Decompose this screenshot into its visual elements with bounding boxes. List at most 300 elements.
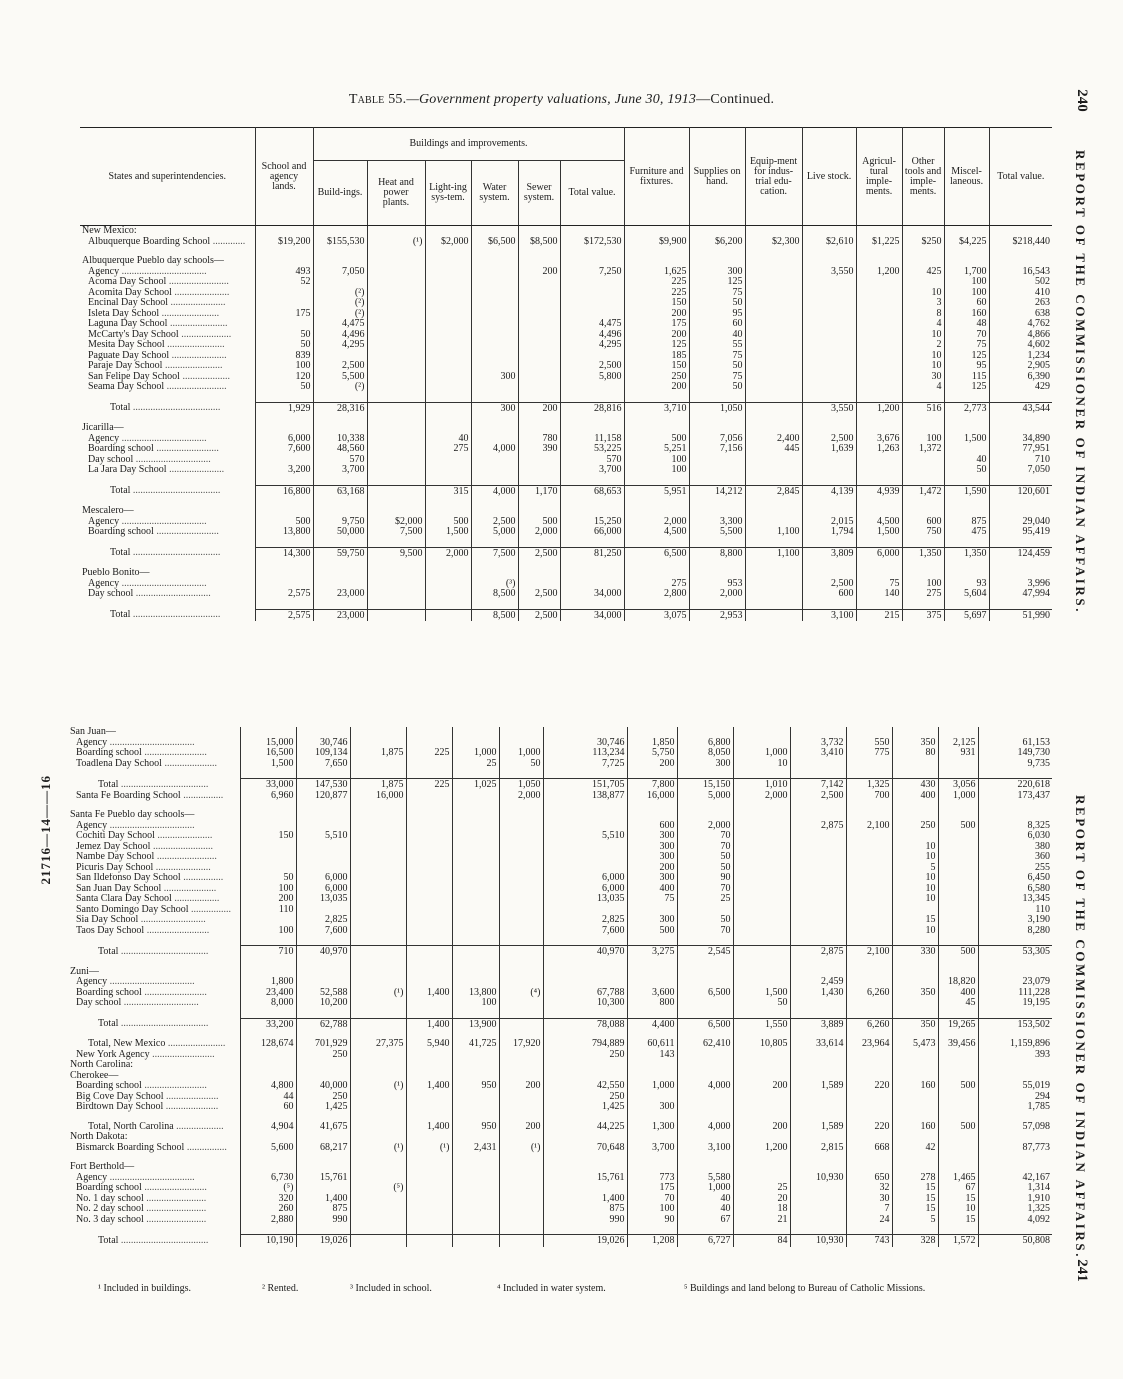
spacer-row bbox=[80, 476, 1052, 486]
value-cell: 250 bbox=[543, 1092, 627, 1103]
value-cell: 39,456 bbox=[938, 1039, 978, 1050]
value-cell bbox=[846, 1050, 892, 1061]
value-cell bbox=[425, 277, 471, 288]
value-cell bbox=[856, 330, 902, 341]
spacer-cell bbox=[902, 538, 944, 548]
value-cell bbox=[406, 738, 452, 749]
value-cell bbox=[790, 1050, 846, 1061]
spacer-cell bbox=[689, 476, 745, 486]
value-cell bbox=[518, 309, 560, 320]
value-cell bbox=[938, 1071, 978, 1082]
value-cell: 294 bbox=[978, 1092, 1052, 1103]
value-cell: 5,750 bbox=[627, 748, 677, 759]
spacer-cell bbox=[892, 1009, 938, 1019]
spacer-cell bbox=[627, 936, 677, 946]
value-cell bbox=[938, 863, 978, 874]
value-cell bbox=[350, 852, 406, 863]
dot-leader: ........................ bbox=[150, 841, 213, 852]
value-cell: 410 bbox=[989, 288, 1052, 299]
value-cell: 50 bbox=[733, 998, 790, 1009]
value-cell: 990 bbox=[296, 1215, 350, 1226]
spacer-cell bbox=[745, 247, 802, 256]
value-cell: 400 bbox=[627, 884, 677, 895]
value-cell: 57,098 bbox=[978, 1122, 1052, 1133]
value-cell: 1,000 bbox=[733, 748, 790, 759]
value-cell bbox=[733, 727, 790, 738]
value-cell bbox=[350, 967, 406, 978]
value-cell bbox=[425, 267, 471, 278]
header-states: States and superintendencies. bbox=[80, 128, 255, 226]
value-cell bbox=[745, 330, 802, 341]
value-cell bbox=[350, 810, 406, 821]
value-cell bbox=[802, 465, 856, 476]
dot-leader: ................................... bbox=[130, 485, 221, 496]
value-cell: 1,170 bbox=[518, 485, 560, 497]
value-cell: $8,500 bbox=[518, 237, 560, 248]
value-cell: 6,727 bbox=[677, 1235, 733, 1247]
spacer-cell bbox=[406, 1113, 452, 1122]
value-cell bbox=[856, 277, 902, 288]
row-label: Agency .................................. bbox=[76, 737, 195, 748]
value-cell bbox=[296, 810, 350, 821]
value-cell bbox=[367, 423, 425, 434]
value-cell bbox=[745, 309, 802, 320]
value-cell: 6,000 bbox=[296, 884, 350, 895]
value-cell: 3,100 bbox=[802, 609, 856, 621]
value-cell bbox=[802, 277, 856, 288]
spacer-row bbox=[68, 769, 1052, 779]
table-title-label: Table bbox=[348, 92, 385, 107]
value-cell: 390 bbox=[518, 444, 560, 455]
value-cell bbox=[892, 905, 938, 916]
value-cell bbox=[846, 810, 892, 821]
value-cell bbox=[627, 1071, 677, 1082]
value-cell: 953 bbox=[689, 579, 745, 590]
value-cell bbox=[471, 277, 518, 288]
value-cell bbox=[406, 1173, 452, 1184]
value-cell bbox=[255, 298, 313, 309]
value-cell bbox=[978, 727, 1052, 738]
spacer-cell bbox=[938, 1030, 978, 1039]
value-cell: 701,929 bbox=[296, 1039, 350, 1050]
spacer-cell bbox=[499, 1113, 543, 1122]
value-cell: 493 bbox=[255, 267, 313, 278]
value-cell: 40,970 bbox=[296, 946, 350, 958]
spacer-cell bbox=[892, 1153, 938, 1162]
value-cell bbox=[452, 1204, 499, 1215]
spacer-cell bbox=[624, 559, 689, 568]
table-row bbox=[68, 831, 1052, 842]
value-cell bbox=[733, 810, 790, 821]
value-cell bbox=[944, 226, 989, 237]
value-cell: 8,280 bbox=[978, 926, 1052, 937]
group-heading-row bbox=[80, 226, 1052, 237]
spacer-cell bbox=[627, 1153, 677, 1162]
row-label: San Ildefonso Day School ................ bbox=[76, 873, 224, 883]
value-cell: 19,026 bbox=[543, 1235, 627, 1247]
value-cell bbox=[296, 977, 350, 988]
value-cell bbox=[892, 810, 938, 821]
value-cell: 21 bbox=[733, 1215, 790, 1226]
value-cell bbox=[902, 455, 944, 466]
spacer-cell bbox=[425, 247, 471, 256]
table-row bbox=[80, 465, 1052, 476]
value-cell: 125 bbox=[624, 340, 689, 351]
value-cell: 1,500 bbox=[733, 988, 790, 999]
value-cell: 1,472 bbox=[902, 485, 944, 497]
value-cell: 4,139 bbox=[802, 485, 856, 497]
spacer-cell bbox=[255, 559, 313, 568]
value-cell bbox=[790, 1102, 846, 1113]
spacer-cell bbox=[406, 1225, 452, 1235]
value-cell bbox=[406, 915, 452, 926]
value-cell: 1,400 bbox=[406, 1081, 452, 1092]
row-label: Agency .................................. bbox=[88, 516, 207, 527]
dot-leader: ....................... bbox=[159, 308, 220, 319]
value-cell: 6,500 bbox=[677, 1018, 733, 1030]
value-cell: 350 bbox=[892, 988, 938, 999]
spacer-cell bbox=[68, 801, 240, 810]
spacer-cell bbox=[846, 1153, 892, 1162]
spacer-cell bbox=[518, 559, 560, 568]
value-cell: 4,295 bbox=[313, 340, 367, 351]
value-cell bbox=[518, 372, 560, 383]
value-cell: (¹) bbox=[350, 988, 406, 999]
value-cell bbox=[543, 863, 627, 874]
value-cell: 32 bbox=[846, 1183, 892, 1194]
spacer-cell bbox=[733, 1153, 790, 1162]
value-cell bbox=[627, 905, 677, 916]
value-cell: 225 bbox=[406, 748, 452, 759]
dot-leader: ................ bbox=[188, 904, 231, 915]
dot-leader: ........................ bbox=[164, 382, 227, 392]
value-cell bbox=[240, 1050, 296, 1061]
value-cell bbox=[452, 1092, 499, 1103]
value-cell bbox=[790, 759, 846, 770]
spacer-cell bbox=[802, 476, 856, 486]
row-label: No. 1 day school ........................ bbox=[76, 1193, 207, 1204]
total-row bbox=[80, 402, 1052, 414]
spacer-cell bbox=[624, 497, 689, 506]
spacer-cell bbox=[892, 1030, 938, 1039]
value-cell: 75 bbox=[689, 372, 745, 383]
value-cell bbox=[677, 905, 733, 916]
value-cell: 143 bbox=[627, 1050, 677, 1061]
row-label: Laguna Day School ....................... bbox=[88, 319, 228, 329]
value-cell: 100 bbox=[944, 288, 989, 299]
value-cell bbox=[938, 894, 978, 905]
value-cell bbox=[406, 759, 452, 770]
value-cell bbox=[790, 1183, 846, 1194]
value-cell: 5,600 bbox=[240, 1143, 296, 1154]
spacer-cell bbox=[452, 1030, 499, 1039]
value-cell: 5,697 bbox=[944, 609, 989, 621]
spacer-cell bbox=[425, 414, 471, 423]
value-cell: 250 bbox=[624, 372, 689, 383]
value-cell bbox=[471, 340, 518, 351]
value-cell bbox=[846, 842, 892, 853]
value-cell bbox=[733, 738, 790, 749]
value-cell: 18,820 bbox=[938, 977, 978, 988]
spacer-cell bbox=[938, 958, 978, 967]
value-cell bbox=[856, 226, 902, 237]
table-row bbox=[80, 372, 1052, 383]
spacer-cell bbox=[989, 393, 1052, 403]
spacer-cell bbox=[938, 1009, 978, 1019]
value-cell bbox=[350, 894, 406, 905]
value-cell bbox=[425, 579, 471, 590]
table-row bbox=[68, 884, 1052, 895]
spacer-cell bbox=[80, 538, 255, 548]
value-cell bbox=[543, 977, 627, 988]
value-cell: 2,875 bbox=[790, 946, 846, 958]
value-cell: 125 bbox=[944, 351, 989, 362]
value-cell: 8,500 bbox=[471, 609, 518, 621]
value-cell: 250 bbox=[296, 1050, 350, 1061]
value-cell bbox=[733, 863, 790, 874]
row-label: La Jara Day School ...................... bbox=[88, 465, 225, 475]
spacer-cell bbox=[938, 1153, 978, 1162]
value-cell bbox=[499, 1194, 543, 1205]
value-cell bbox=[367, 226, 425, 237]
value-cell bbox=[471, 256, 518, 267]
spacer-cell bbox=[68, 1153, 240, 1162]
spacer-cell bbox=[902, 414, 944, 423]
value-cell bbox=[350, 1132, 406, 1143]
value-cell: 1,700 bbox=[944, 267, 989, 278]
value-cell: 2,500 bbox=[313, 361, 367, 372]
value-cell: 45 bbox=[938, 998, 978, 1009]
spacer-cell bbox=[978, 769, 1052, 779]
page-number-top: 240 bbox=[1073, 89, 1090, 112]
value-cell: 4,762 bbox=[989, 319, 1052, 330]
value-cell: 570 bbox=[560, 455, 624, 466]
value-cell: 50 bbox=[689, 298, 745, 309]
table-row bbox=[68, 1215, 1052, 1226]
value-cell bbox=[733, 842, 790, 853]
dot-leader: ........................ bbox=[143, 1204, 207, 1214]
spacer-cell bbox=[518, 247, 560, 256]
spacer-cell bbox=[677, 769, 733, 779]
value-cell bbox=[790, 1194, 846, 1205]
value-cell: 4,500 bbox=[856, 517, 902, 528]
dot-leader: ................................... bbox=[130, 402, 221, 413]
dot-leader: .......................... bbox=[138, 915, 206, 925]
row-label: Agency .................................. bbox=[88, 266, 207, 277]
value-cell: 3,809 bbox=[802, 547, 856, 559]
value-cell: 16,500 bbox=[240, 748, 296, 759]
spacer-cell bbox=[452, 801, 499, 810]
value-cell bbox=[560, 256, 624, 267]
table-row bbox=[80, 288, 1052, 299]
value-cell bbox=[938, 926, 978, 937]
total-row bbox=[68, 946, 1052, 958]
value-cell: 3,300 bbox=[689, 517, 745, 528]
value-cell bbox=[846, 884, 892, 895]
value-cell bbox=[452, 1071, 499, 1082]
value-cell: 2,953 bbox=[689, 609, 745, 621]
spacer-row bbox=[80, 247, 1052, 256]
total-row bbox=[80, 547, 1052, 559]
spacer-cell bbox=[856, 393, 902, 403]
row-label: Agency .................................. bbox=[76, 820, 195, 831]
value-cell bbox=[452, 1173, 499, 1184]
value-cell bbox=[518, 423, 560, 434]
row-label: Total ................................... bbox=[110, 547, 221, 558]
value-cell: 5,951 bbox=[624, 485, 689, 497]
dot-leader: ......................... bbox=[141, 748, 207, 758]
row-label: Santo Domingo Day School ................ bbox=[76, 904, 231, 915]
value-cell bbox=[406, 821, 452, 832]
spacer-cell bbox=[802, 414, 856, 423]
value-cell bbox=[802, 330, 856, 341]
value-cell bbox=[802, 226, 856, 237]
dot-leader: ...................... bbox=[169, 350, 227, 361]
value-cell: 1,159,896 bbox=[978, 1039, 1052, 1050]
value-cell: (¹) bbox=[350, 1081, 406, 1092]
value-cell bbox=[452, 1162, 499, 1173]
spacer-cell bbox=[255, 497, 313, 506]
value-cell bbox=[902, 465, 944, 476]
value-cell: 1,000 bbox=[677, 1183, 733, 1194]
value-cell: 100 bbox=[240, 926, 296, 937]
value-cell bbox=[296, 852, 350, 863]
spacer-cell bbox=[406, 936, 452, 946]
spacer-cell bbox=[499, 1030, 543, 1039]
value-cell: 10 bbox=[892, 842, 938, 853]
value-cell: (⁵) bbox=[350, 1183, 406, 1194]
spacer-cell bbox=[627, 1009, 677, 1019]
value-cell bbox=[350, 915, 406, 926]
value-cell: 5 bbox=[892, 1215, 938, 1226]
value-cell: 5,473 bbox=[892, 1039, 938, 1050]
value-cell: 4,500 bbox=[624, 527, 689, 538]
spacer-cell bbox=[313, 247, 367, 256]
header-buildings-group: Buildings and improvements. bbox=[313, 128, 624, 161]
value-cell bbox=[350, 1092, 406, 1103]
value-cell bbox=[406, 946, 452, 958]
value-cell: 3,100 bbox=[677, 1143, 733, 1154]
value-cell bbox=[733, 967, 790, 978]
value-cell bbox=[296, 863, 350, 874]
value-cell bbox=[406, 1162, 452, 1173]
value-cell bbox=[350, 1071, 406, 1082]
value-cell: 100 bbox=[944, 277, 989, 288]
spacer-cell bbox=[240, 1153, 296, 1162]
value-cell: 502 bbox=[989, 277, 1052, 288]
value-cell bbox=[902, 568, 944, 579]
value-cell bbox=[471, 330, 518, 341]
value-cell bbox=[452, 894, 499, 905]
value-cell: 4,000 bbox=[677, 1081, 733, 1092]
value-cell bbox=[499, 967, 543, 978]
value-cell bbox=[745, 579, 802, 590]
spacer-cell bbox=[518, 600, 560, 610]
value-cell: 75 bbox=[689, 351, 745, 362]
row-label: Paguate Day School ...................... bbox=[88, 350, 227, 361]
value-cell: 4,000 bbox=[471, 485, 518, 497]
value-cell: 27,375 bbox=[350, 1039, 406, 1050]
value-cell bbox=[790, 1204, 846, 1215]
value-cell: 250 bbox=[892, 821, 938, 832]
dot-leader: ..................... bbox=[161, 883, 217, 894]
group-heading-row bbox=[68, 727, 1052, 738]
table-title-italic: —Government property valuations, June 30, 1913 bbox=[406, 92, 697, 107]
value-cell: 8,325 bbox=[978, 821, 1052, 832]
value-cell bbox=[733, 821, 790, 832]
spacer-cell bbox=[944, 497, 989, 506]
value-cell bbox=[425, 330, 471, 341]
value-cell: 47,994 bbox=[989, 589, 1052, 600]
value-cell: 2,575 bbox=[255, 589, 313, 600]
value-cell: 350 bbox=[892, 1018, 938, 1030]
value-cell: 2,500 bbox=[790, 791, 846, 802]
value-cell: $4,225 bbox=[944, 237, 989, 248]
value-cell bbox=[240, 1060, 296, 1071]
value-cell: 20 bbox=[733, 1194, 790, 1205]
value-cell bbox=[518, 256, 560, 267]
dot-leader: ...................... bbox=[154, 831, 213, 841]
value-cell bbox=[240, 863, 296, 874]
value-cell: 84 bbox=[733, 1235, 790, 1247]
value-cell: 1,785 bbox=[978, 1102, 1052, 1113]
spacer-cell bbox=[802, 600, 856, 610]
value-cell: 13,345 bbox=[978, 894, 1052, 905]
value-cell bbox=[350, 738, 406, 749]
spacer-cell bbox=[989, 247, 1052, 256]
value-cell: 10,190 bbox=[240, 1235, 296, 1247]
spacer-cell bbox=[80, 600, 255, 610]
spacer-cell bbox=[624, 538, 689, 548]
value-cell bbox=[989, 256, 1052, 267]
value-cell bbox=[802, 423, 856, 434]
value-cell bbox=[677, 1050, 733, 1061]
value-cell: 100 bbox=[452, 998, 499, 1009]
value-cell: 516 bbox=[902, 402, 944, 414]
value-cell: 7,500 bbox=[367, 527, 425, 538]
value-cell bbox=[627, 977, 677, 988]
value-cell: 100 bbox=[255, 361, 313, 372]
value-cell: 4,904 bbox=[240, 1122, 296, 1133]
value-cell bbox=[518, 351, 560, 362]
spacer-cell bbox=[518, 476, 560, 486]
row-label: Cherokee— bbox=[70, 1070, 119, 1081]
value-cell: 50 bbox=[944, 465, 989, 476]
value-cell bbox=[425, 309, 471, 320]
value-cell: 100 bbox=[240, 884, 296, 895]
value-cell: 40 bbox=[944, 455, 989, 466]
dot-leader: ......................... bbox=[141, 1183, 207, 1193]
table-title-tail: —Continued. bbox=[696, 92, 775, 107]
value-cell bbox=[518, 455, 560, 466]
value-cell bbox=[733, 1173, 790, 1184]
value-cell: 23,000 bbox=[313, 589, 367, 600]
spacer-cell bbox=[406, 769, 452, 779]
row-label: Boarding school ......................... bbox=[76, 1081, 207, 1091]
value-cell: 15 bbox=[938, 1215, 978, 1226]
value-cell bbox=[560, 288, 624, 299]
dot-leader: ......................... bbox=[144, 925, 210, 936]
value-cell: 2,500 bbox=[518, 609, 560, 621]
value-cell: 75 bbox=[689, 288, 745, 299]
value-cell bbox=[499, 946, 543, 958]
value-cell: 61,153 bbox=[978, 738, 1052, 749]
value-cell: 25 bbox=[677, 894, 733, 905]
spacer-cell bbox=[350, 1030, 406, 1039]
value-cell: 173,437 bbox=[978, 791, 1052, 802]
value-cell: 1,100 bbox=[745, 527, 802, 538]
value-cell: 23,079 bbox=[978, 977, 1052, 988]
